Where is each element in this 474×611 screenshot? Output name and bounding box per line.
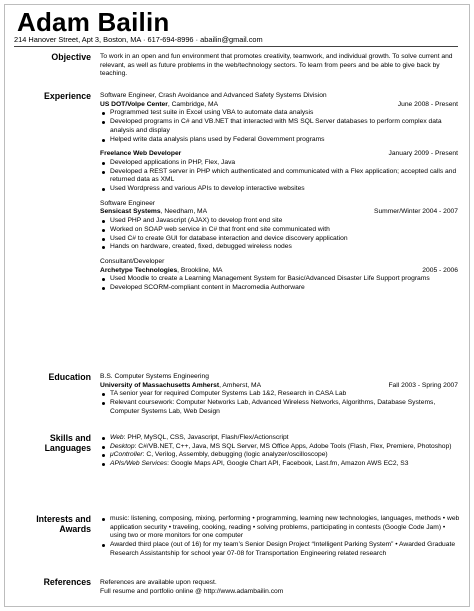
experience-section [100, 92, 462, 299]
job-bullets [100, 109, 462, 144]
list-item: μController: C, Verilog, Assembly, debugging (logic analyzer/oscilloscope) [100, 451, 462, 460]
job-bullets [100, 159, 462, 194]
interests-list [100, 515, 462, 559]
references-text: References are available upon request. [100, 579, 217, 586]
job-location: , Needham, MA [160, 208, 208, 216]
skills-list [100, 434, 462, 469]
job-dates: January 2009 - Present [388, 150, 458, 158]
job-company: Archetype Technologies [100, 266, 178, 274]
job-dates: Summer/Winter 2004 - 2007 [373, 208, 458, 216]
job-company: US DOT/Volpe Center [100, 100, 168, 108]
experience-title: Experience [44, 91, 91, 101]
list-item: Developed a REST server in PHP which authenticated and communicated with a Flex application; accepted calls and returned data as XML [100, 168, 462, 185]
job-bullets [100, 275, 462, 292]
job-role: Software Engineer, Crash Avoidance and Advanced Safety Systems Division [100, 92, 327, 99]
list-item: Developed programs in C# and VB.NET that interacted with MS SQL Server databases to perform complex data analysis and display [100, 118, 462, 135]
school-location: , Amherst, MA [219, 381, 262, 389]
skills-section [100, 434, 462, 469]
education-title: Education [48, 372, 91, 382]
school: University of Massachusetts Amherst [100, 381, 220, 389]
list-item: Used Moodle to create a Learning Management System for Basic/Advanced Disaster Life Support programs [100, 275, 462, 284]
list-item: Awarded third place (out of 16) for my team’s Senior Design Project “Intelligent Parking System” • Awarded Graduate Research Assistantship for school year 07-08 for Transportation Engineering related research [100, 541, 462, 558]
list-item: TA senior year for required Computer Systems Lab 1&2, Research in CASA Lab [100, 390, 462, 399]
education-dates: Fall 2003 - Spring 2007 [388, 381, 458, 389]
list-item: Used PHP and Javascript (AJAX) to develop front end site [100, 217, 462, 226]
job-role: Consultant/Developer [100, 257, 165, 265]
job-location: , Brookline, MA [177, 266, 223, 274]
interests-section [100, 515, 462, 559]
list-item: music: listening, composing, mixing, performing • programming, learning new technologies, languages, methods • web application security • traveling, cooking, reading • solving problems, participating in contests (Google Code Jam) • using two or more monitors for one computer [100, 515, 462, 541]
education-section [100, 373, 462, 417]
list-item: Desktop: C#/VB.NET, C++, Java, MS SQL Server, MS Office Apps, Adobe Tools (Flash, Flex, Premiere, Photoshop) [100, 443, 462, 452]
portfolio-link[interactable]: Full resume and portfolio online @ http://www.adambailin.com [100, 587, 284, 595]
list-item: Used Wordpress and various APIs to develop interactive websites [100, 185, 462, 194]
list-item: Developed applications in PHP, Flex, Java [100, 159, 462, 168]
list-item: Web: PHP, MySQL, CSS, Javascript, Flash/Flex/Actionscript [100, 434, 462, 443]
job-company: Freelance Web Developer [100, 150, 182, 158]
interests-title: Interests and Awards [36, 514, 91, 534]
job-location: , Cambridge, MA [167, 100, 219, 108]
list-item: Helped write data analysis plans used by Federal Government programs [100, 136, 462, 145]
job-archetype [100, 258, 462, 293]
job-dates: 2005 - 2006 [422, 266, 458, 274]
list-item: Worked on SOAP web service in C# that front end site communicated with [100, 226, 462, 235]
list-item: Hands on hardware, created, fixed, debugged wireless nodes [100, 243, 462, 252]
list-item: Programmed test suite in Excel using VBA to automate data analysis [100, 109, 462, 118]
list-item: Developed SCORM-compliant content in Macromedia Authorware [100, 284, 462, 293]
job-freelance [100, 150, 462, 194]
list-item: Used C# to create GUI for database interaction and device discovery application [100, 235, 462, 244]
job-company: Sensicast Systems [100, 208, 161, 216]
contact-line: 214 Hanover Street, Apt 3, Boston, MA · 617-694-8996 · abailin@gmail.com [14, 35, 263, 44]
objective-title: Objective [51, 52, 91, 62]
objective-text: To work in an open and fun environment that promotes creativity, teamwork, and individual growth. To solve current and relevant, as well as future problems in the web/technology sectors. To learn from peers and be able to give back by teaching. [100, 53, 453, 78]
degree: B.S. Computer Systems Engineering [100, 373, 209, 380]
list-item: APIs/Web Services: Google Maps API, Google Chart API, Facebook, Last.fm, Amazon AWS EC2, S3 [100, 460, 462, 469]
job-dates: June 2008 - Present [397, 100, 458, 108]
references-section [100, 579, 462, 596]
education-bullets [100, 390, 462, 416]
job-bullets [100, 217, 462, 252]
references-title: References [43, 577, 91, 587]
skills-title: Skills and Languages [44, 433, 91, 453]
job-volpe [100, 92, 462, 144]
resume-name: Adam Bailin [17, 7, 170, 37]
header-divider [14, 46, 458, 47]
job-role: Software Engineer [100, 199, 156, 207]
job-sensicast [100, 200, 462, 252]
list-item: Relevant coursework: Computer Networks Lab, Advanced Wireless Networks, Algorithms, Database Systems, Computer Systems Lab, Web Design [100, 399, 462, 416]
